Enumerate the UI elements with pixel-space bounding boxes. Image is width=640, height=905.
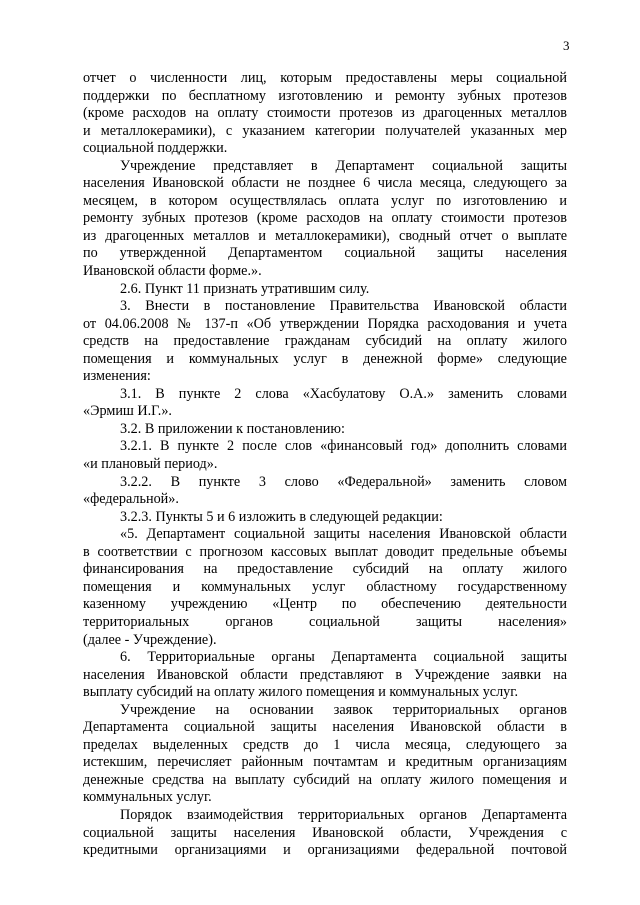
text-line: (далее - Учреждение). <box>83 631 217 648</box>
text-line: Порядок взаимодействия территориальных органов Департамента <box>120 806 567 823</box>
text-line: территориальных органов социальной защиты населения» <box>83 613 567 630</box>
text-line: 3.2.2. В пункте 3 слово «Федеральной» заменить словом <box>120 473 567 490</box>
text-line: 6. Территориальные органы Департамента социальной защиты <box>120 649 567 666</box>
text-line: 3.2. В приложении к постановлению: <box>120 420 345 437</box>
text-line: коммунальных услуг. <box>83 789 212 806</box>
text-line: «5. Департамент социальной защиты населения Ивановской области <box>120 526 567 543</box>
text-line: помещения и коммунальных услуг областному государственному <box>83 578 567 595</box>
text-line: в соответствии с прогнозом кассовых выплат доводит предельные объемы <box>83 543 567 560</box>
text-line: 3.2.1. В пункте 2 после слов «финансовый год» дополнить словами <box>120 438 567 455</box>
text-line: Учреждение представляет в Департамент социальной защиты <box>120 157 567 174</box>
text-line: казенному учреждению «Центр по обеспечению деятельности <box>83 596 567 613</box>
page-number: 3 <box>563 38 570 53</box>
document-body <box>83 70 567 860</box>
text-line: поддержки по бесплатному изготовлению и ремонту зубных протезов <box>83 87 567 104</box>
text-line: денежные средства на выплату субсидий на оплату жилого помещения и <box>83 771 567 788</box>
text-line: от 04.06.2008 № 137-п «Об утверждении Порядка расходования и учета <box>83 315 567 332</box>
text-line: социальной защиты населения Ивановской области, Учреждения с <box>83 824 567 841</box>
text-line: пределах выделенных средств до 1 числа месяца, следующего за <box>83 736 567 753</box>
text-line: 3.2.3. Пункты 5 и 6 изложить в следующей редакции: <box>120 508 443 525</box>
text-line: «и плановый период». <box>83 456 218 473</box>
text-line: выплату субсидий на оплату жилого помещения и коммунальных услуг. <box>83 684 519 701</box>
text-line: месяцем, в котором осуществлялась оплата услуг по изготовлению и <box>83 192 567 209</box>
text-line: населения Ивановской области представляют в Учреждение заявки на <box>83 666 567 683</box>
text-line: 3. Внести в постановление Правительства Ивановской области <box>120 298 567 315</box>
text-line: финансирования на предоставление субсидий на оплату жилого <box>83 561 567 578</box>
text-line: и металлокерамики), с указанием категории получателей указанных мер <box>83 122 567 139</box>
text-line: истекшим, перечисляет районным почтамтам и кредитным организациям <box>83 754 567 771</box>
text-line: социальной поддержки. <box>83 140 228 157</box>
text-line: по утвержденной Департаментом социальной защиты населения <box>83 245 567 262</box>
text-line: населения Ивановской области не позднее 6 числа месяца, следующего за <box>83 175 567 192</box>
text-line: Учреждение на основании заявок территориальных органов <box>120 701 567 718</box>
text-line: «федеральной». <box>83 491 179 508</box>
text-line: кредитными организациями и организациями федеральной почтовой <box>83 842 567 859</box>
text-line: из драгоценных металлов и металлокерамики), сводный отчет о выплате <box>83 227 567 244</box>
text-line: «Эрмиш И.Г.». <box>83 403 172 420</box>
text-line: Ивановской области форме.». <box>83 263 262 280</box>
text-line: отчет о численности лиц, которым предоставлены меры социальной <box>83 70 567 86</box>
text-line: средств на предоставление гражданам субсидий на оплату жилого <box>83 333 567 350</box>
text-line: помещения и коммунальных услуг в денежной форме» следующие <box>83 350 567 367</box>
text-line: 3.1. В пункте 2 слова «Хасбулатову О.А.» заменить словами <box>120 385 567 402</box>
text-line: изменения: <box>83 368 151 385</box>
text-line: Департамента социальной защиты населения Ивановской области в <box>83 719 567 736</box>
text-line: ремонту зубных протезов (кроме расходов на оплату стоимости протезов <box>83 210 567 227</box>
text-line: 2.6. Пункт 11 признать утратившим силу. <box>120 280 370 297</box>
text-line: (кроме расходов на оплату стоимости протезов из драгоценных металлов <box>83 105 567 122</box>
